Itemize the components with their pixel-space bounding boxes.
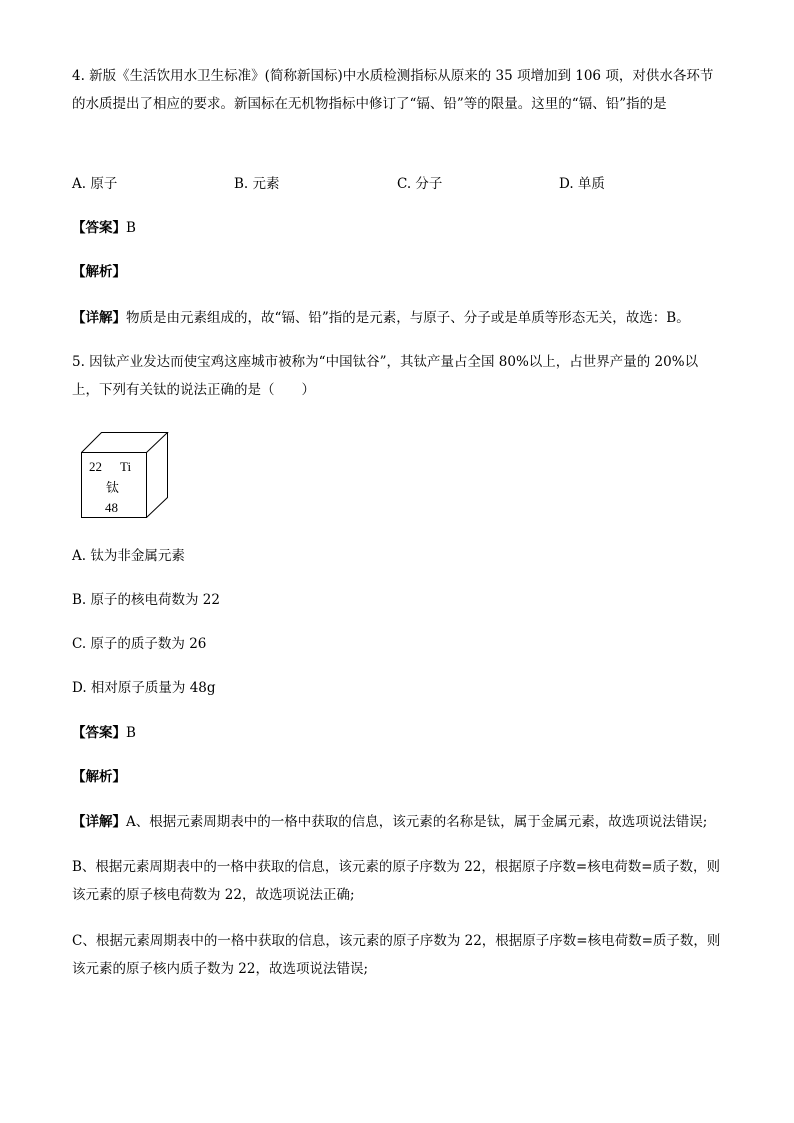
q4-answer-tag: 【答案】 bbox=[72, 220, 126, 236]
element-atomic-mass: 48 bbox=[105, 500, 118, 515]
q5-detail-c: C、根据元素周期表中的一格中获取的信息，该元素的原子序数为 22，根据原子序数=核电荷数=质子数，则该元素的原子核内质子数为 22，故选项说法错误; bbox=[72, 933, 721, 977]
q5-option-a: A. 钛为非金属元素 bbox=[72, 548, 185, 564]
q5-detail-a bbox=[72, 808, 728, 836]
q4-option-b: B. 元素 bbox=[234, 176, 280, 192]
q5-answer-value: B bbox=[126, 725, 136, 741]
q5-analysis-tag: 【解析】 bbox=[72, 769, 126, 785]
q5-detail-a-text: A、根据元素周期表中的一格中获取的信息，该元素的名称是钛，属于金属元素，故选项说法错误; bbox=[126, 814, 708, 830]
q4-answer-value: B bbox=[126, 220, 136, 236]
q5-option-d: D. 相对原子质量为 48g bbox=[72, 680, 216, 696]
q5-option-b: B. 原子的核电荷数为 22 bbox=[72, 592, 220, 608]
q5-detail-tag: 【详解】 bbox=[72, 814, 126, 830]
element-cube-outline bbox=[80, 430, 172, 520]
q4-stem: 4. 新版《生活饮用水卫生标准》(简称新国标)中水质检测指标从原来的 35 项增加到 106 项，对供水各环节的水质提出了相应的要求。新国标在无机物指标中修订了“镉、铅”等的限量。这里的“镉、铅”指的是 bbox=[72, 68, 714, 112]
q4-detail-text: 物质是由元素组成的，故“镉、铅”指的是元素，与原子、分子或是单质等形态无关，故选：B。 bbox=[126, 310, 690, 326]
element-symbol: Ti bbox=[120, 459, 132, 474]
titanium-element-cell bbox=[80, 430, 172, 520]
q5-option-c: C. 原子的质子数为 26 bbox=[72, 636, 207, 652]
q5-stem: 5. 因钛产业发达而使宝鸡这座城市被称为“中国钛谷”，其钛产量占全国 80%以上，占世界产量的 20%以上，下列有关钛的说法正确的是（ ） bbox=[72, 354, 699, 398]
q4-detail-tag: 【详解】 bbox=[72, 310, 126, 326]
q4-analysis-tag: 【解析】 bbox=[72, 264, 126, 280]
q4-option-d: D. 单质 bbox=[559, 176, 605, 192]
q5-answer bbox=[72, 719, 722, 747]
q5-analysis-heading bbox=[72, 763, 722, 791]
q4-option-c: C. 分子 bbox=[397, 176, 443, 192]
q4-options bbox=[72, 170, 722, 198]
q4-detail bbox=[72, 304, 722, 332]
q5-detail-b: B、根据元素周期表中的一格中获取的信息，该元素的原子序数为 22，根据原子序数=核电荷数=质子数，则该元素的原子核电荷数为 22，故选项说法正确; bbox=[72, 859, 721, 903]
q4-answer bbox=[72, 214, 722, 242]
element-name: 钛 bbox=[106, 480, 120, 495]
q4-analysis-heading bbox=[72, 258, 722, 286]
element-atomic-number: 22 bbox=[89, 459, 102, 474]
q5-answer-tag: 【答案】 bbox=[72, 725, 126, 741]
q4-option-a: A. 原子 bbox=[72, 176, 118, 192]
